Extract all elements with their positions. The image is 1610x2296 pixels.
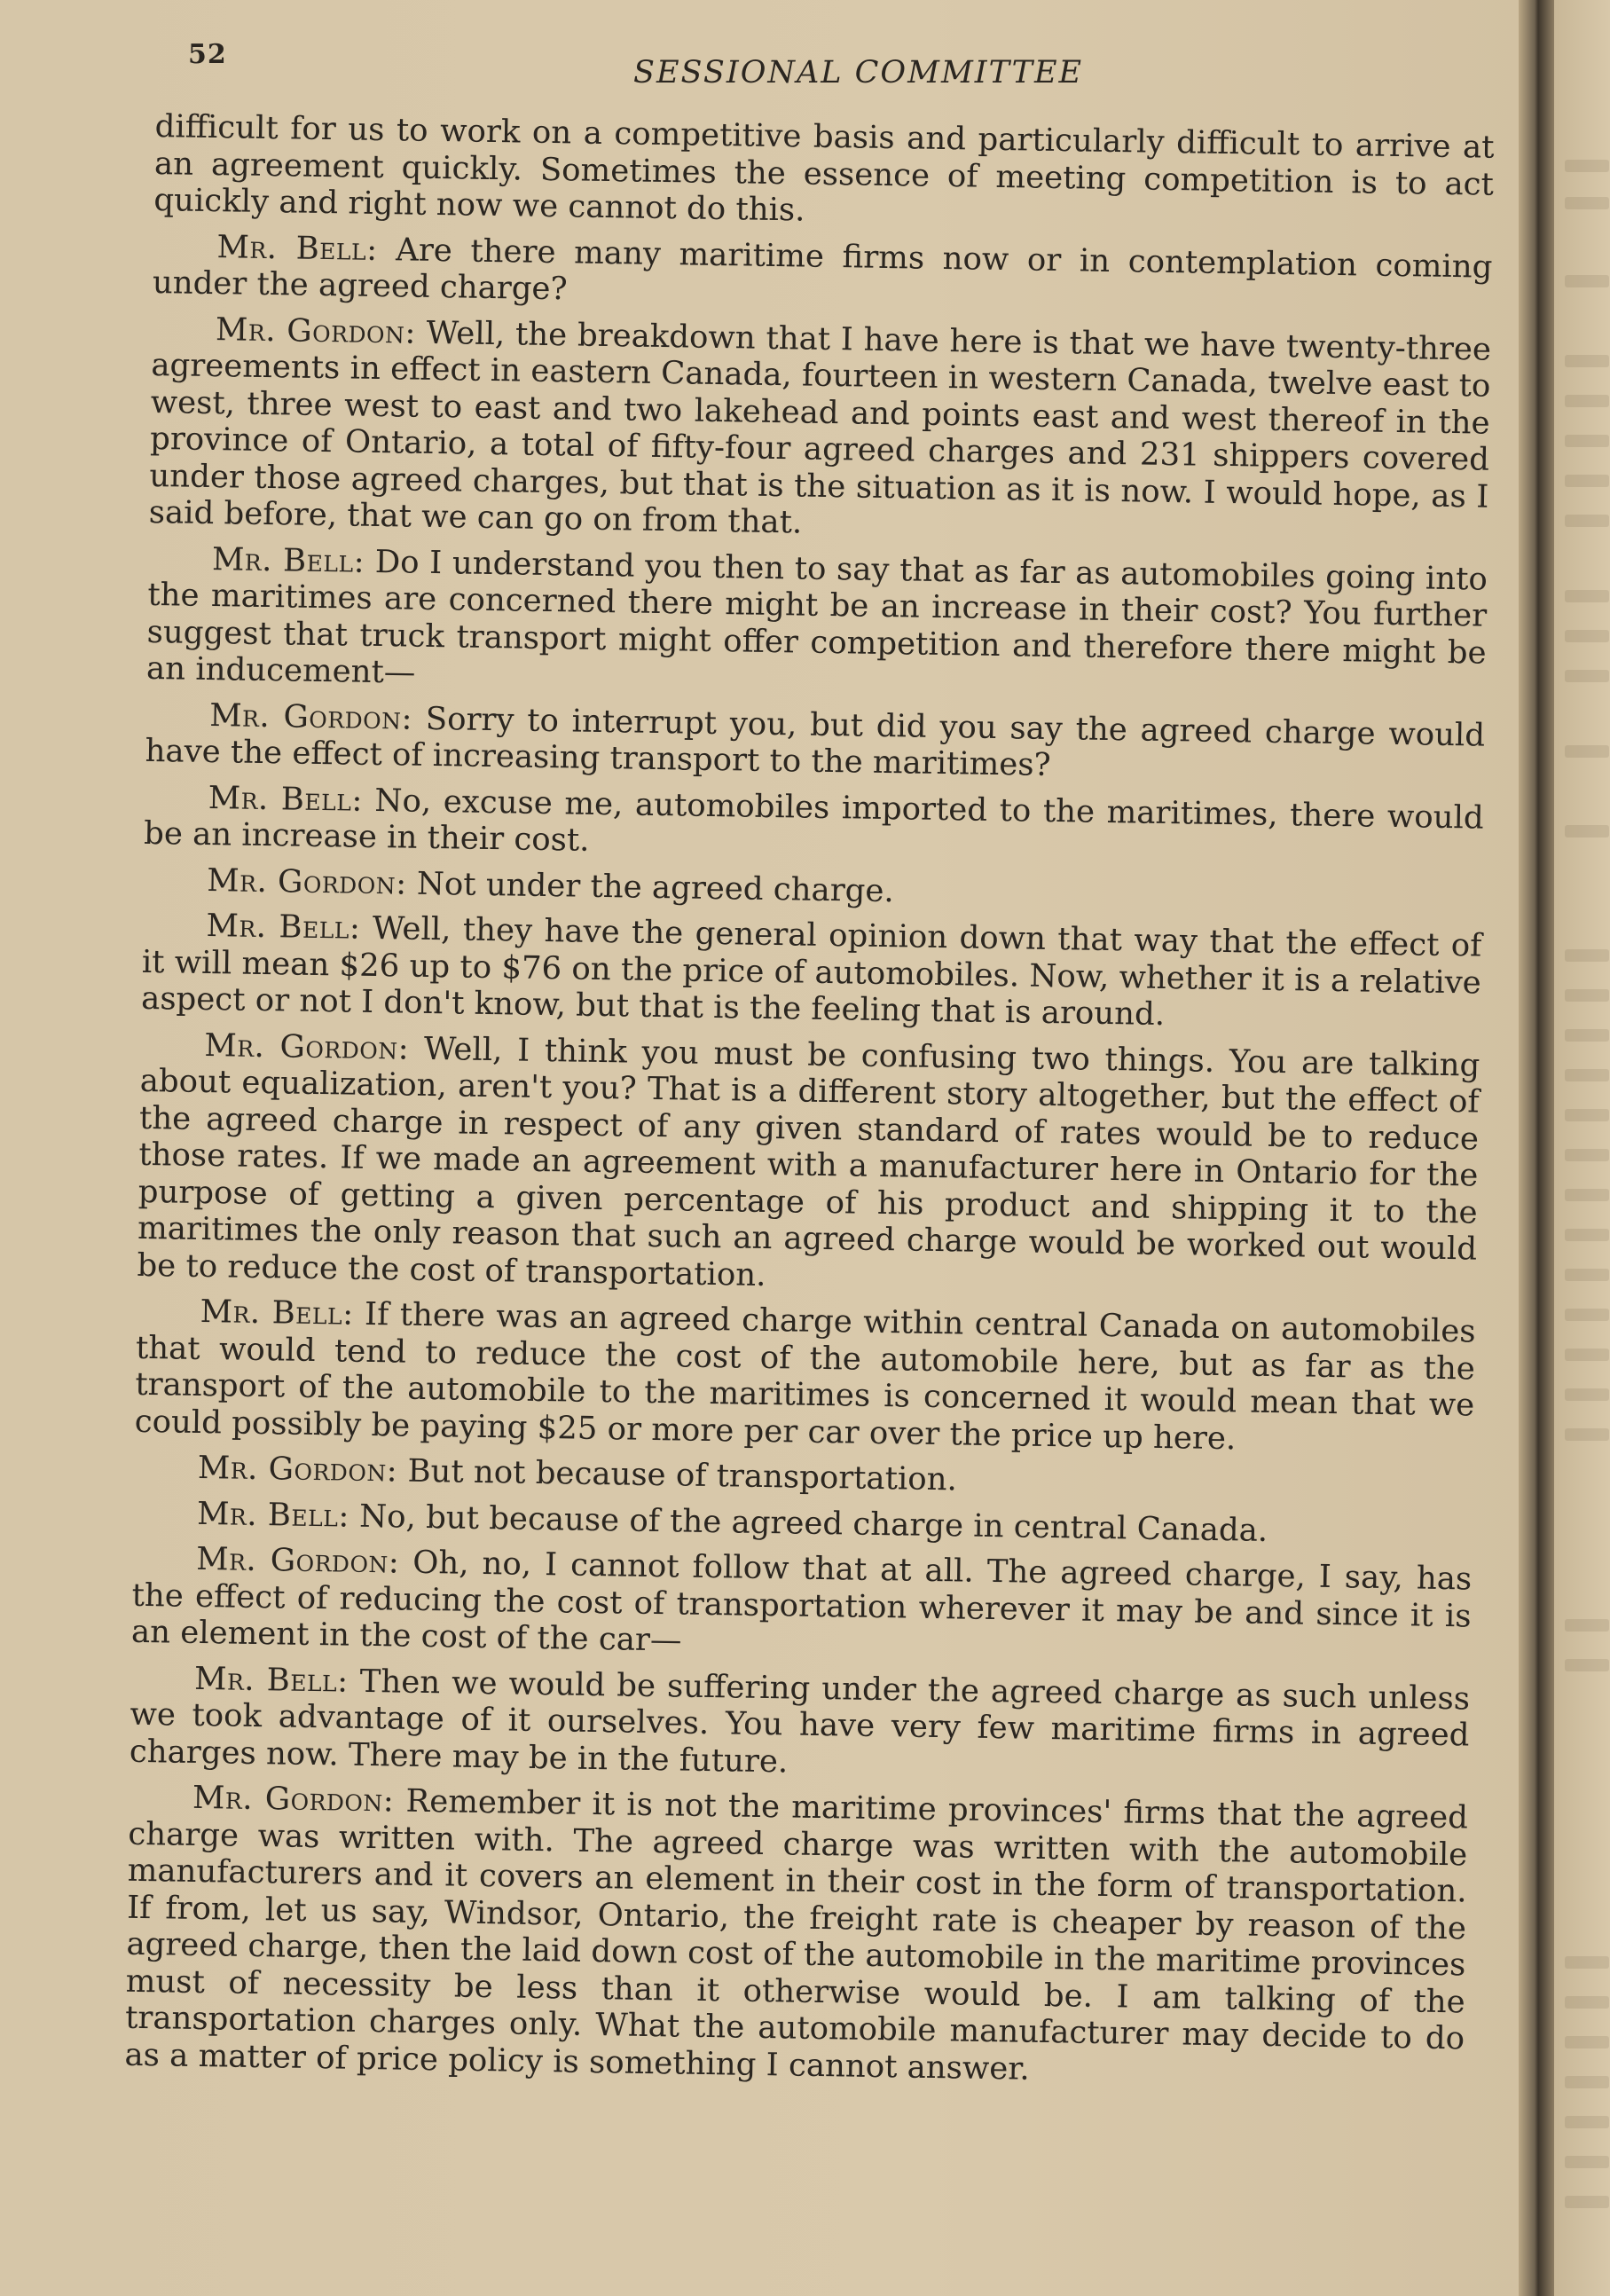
show-through-mark	[1565, 590, 1609, 602]
show-through-mark	[1565, 1428, 1609, 1441]
paragraph	[145, 696, 1485, 790]
paragraph-text: Well, they have the general opinion down that way that the effect of it will mean $26 up to $76 on the price of automobiles. Now, whether it is a relative aspect or not I don't know, but that is the feeling that is around.	[140, 909, 1482, 1033]
paragraph-text: Sorry to interrupt you, but did you say the agreed charge would have the effect of increasing transport to the maritimes?	[145, 700, 1486, 783]
paragraph	[144, 778, 1484, 873]
show-through-mark	[1565, 435, 1609, 447]
paragraph	[146, 539, 1488, 708]
paragraph	[131, 1540, 1473, 1671]
show-through-mark	[1565, 1189, 1609, 1201]
transcript-body	[124, 108, 1495, 2103]
paragraph-text: Are there many maritime firms now or in contemplation coming under the agreed charge?	[152, 231, 1493, 308]
show-through-mark	[1565, 475, 1609, 487]
show-through-mark	[1565, 1388, 1609, 1401]
show-through-mark	[1565, 515, 1609, 527]
speaker-label: Mr. Bell:	[200, 1293, 354, 1333]
show-through-mark	[1565, 1309, 1609, 1321]
paragraph	[153, 227, 1493, 322]
show-through-mark	[1565, 395, 1609, 407]
speaker-label: Mr. Gordon:	[197, 1449, 398, 1490]
show-through-mark	[1565, 355, 1609, 367]
speaker-label: Mr. Gordon:	[204, 1026, 410, 1067]
show-through-mark	[1565, 2196, 1609, 2208]
show-through-mark	[1565, 630, 1609, 642]
speaker-label: Mr. Gordon:	[207, 861, 407, 902]
paragraph-text: Do I understand you then to say that as far as automobiles going into the maritimes are concerned there might be an increase in their cost? You further suggest that truck transport might offer competition and therefore there might be an inducement—	[145, 543, 1488, 691]
show-through-mark	[1565, 160, 1609, 172]
paragraph	[124, 1779, 1468, 2095]
paragraph-text: Remember it is not the maritime provinces' firms that the agreed charge was written with. The agreed charge was written with the automobile manufacturers and it covers an element in their cost in the form of transportation. If from, let us say, Windsor, Ontario, the freight rate is cheaper by reason of the agreed charge, then the laid down cost of the automobile in the maritime provinces must of necessity be less than it otherwise would be. I am talking of the transportation charges only. What the automobile manufacturer may decide to do as a matter of price policy is something I cannot answer.	[124, 1782, 1469, 2088]
facing-page-edge	[1554, 0, 1610, 2296]
paragraph-text: Not under the agreed charge.	[416, 865, 895, 909]
speaker-label: Mr. Gordon:	[192, 1779, 395, 1820]
paragraph-text: If there was an agreed charge within central Canada on automobiles that would tend to reduce the cost of the automobile here, but as far as the transport of the automobile to the maritimes is concerned it would mean that we could possibly be paying $25 or more per car over the price up here.	[134, 1295, 1476, 1457]
show-through-mark	[1565, 1069, 1609, 1081]
running-head: SESSIONAL COMMITTEE	[633, 55, 1084, 90]
speaker-label: Mr. Bell:	[208, 779, 364, 819]
book-gutter	[1519, 0, 1554, 2296]
paragraph-text: Well, I think you must be confusing two things. You are talking about equalization, aren't you? That is a different story altogether, but the effect of the agreed charge in respect of any given standard of rates would be to reduce those rates. If we made an agreement with a manufacturer here in Ontario for the purpose of getting a given percentage of his product and shipping it to the maritimes the only reason that such an agreed charge would be worked out would be to reduce the cost of transportation.	[137, 1030, 1480, 1293]
show-through-mark	[1565, 2076, 1609, 2088]
speaker-label: Mr. Bell:	[193, 1660, 349, 1700]
paragraph	[130, 1659, 1471, 1790]
paragraph-text: Oh, no, I cannot follow that at all. The agreed charge, I say, has the effect of reducing the cost of transportation wherever it may be and since it is an element in the cost of the car—	[130, 1544, 1473, 1659]
paragraph-text: But not because of transportation.	[407, 1452, 958, 1498]
show-through-mark	[1565, 1229, 1609, 1241]
show-through-mark	[1565, 2156, 1609, 2168]
show-through-mark	[1565, 1029, 1609, 1042]
show-through-mark	[1565, 949, 1609, 962]
speaker-label: Mr. Bell:	[216, 228, 378, 268]
show-through-mark	[1565, 745, 1609, 758]
paragraph	[137, 1026, 1480, 1304]
show-through-mark	[1565, 1996, 1609, 2009]
speaker-label: Mr. Gordon:	[215, 311, 417, 351]
show-through-mark	[1565, 1269, 1609, 1281]
paragraph	[153, 108, 1495, 240]
show-through-mark	[1565, 197, 1609, 209]
show-through-mark	[1565, 1149, 1609, 1161]
speaker-label: Mr. Bell:	[211, 540, 365, 580]
paragraph-text: No, but because of the agreed charge in central Canada.	[358, 1498, 1268, 1549]
paragraph-text: Well, the breakdown that I have here is that we have twenty-three agreements in effect in eastern Canada, fourteen in western Canada, twelve east to west, three west to east and two lakehead and points east and west thereof in the province of Ontario, a total of fifty-four agreed charges and 231 shippers covered under those agreed charges, but that is the situation as it is now. I would hope, as I said before, that we can go on from that.	[148, 314, 1492, 541]
show-through-mark	[1565, 1619, 1609, 1632]
speaker-label: Mr. Gordon:	[195, 1540, 400, 1581]
speaker-label: Mr. Bell:	[196, 1495, 350, 1535]
show-through-mark	[1565, 1109, 1609, 1121]
show-through-mark	[1565, 825, 1609, 837]
show-through-mark	[1565, 2116, 1609, 2128]
paragraph	[141, 907, 1482, 1038]
paragraph-text: Then we would be suffering under the agreed charge as such unless we took advantage of it ourselves. You have very few maritime firms in agreed charges now. There may be in the future.	[129, 1663, 1471, 1780]
show-through-mark	[1565, 275, 1609, 287]
show-through-mark	[1565, 670, 1609, 682]
page-number: 52	[188, 39, 227, 70]
show-through-mark	[1565, 2036, 1609, 2048]
speaker-label: Mr. Bell:	[206, 908, 361, 947]
show-through-mark	[1565, 989, 1609, 1002]
show-through-mark	[1565, 1956, 1609, 1969]
paragraph	[149, 310, 1492, 552]
speaker-label: Mr. Gordon:	[208, 696, 413, 737]
paragraph	[134, 1293, 1475, 1461]
show-through-mark	[1565, 1349, 1609, 1361]
paragraph-text: No, excuse me, automobiles imported to the maritimes, there would be an increase in their cost.	[143, 782, 1484, 859]
paragraph-text: difficult for us to work on a competitive basis and particularly difficult to arrive at an agreement quickly. Sometimes the essence of meeting competition is to act quickly and right now we cannot do this.	[153, 108, 1495, 229]
show-through-mark	[1565, 1659, 1609, 1671]
